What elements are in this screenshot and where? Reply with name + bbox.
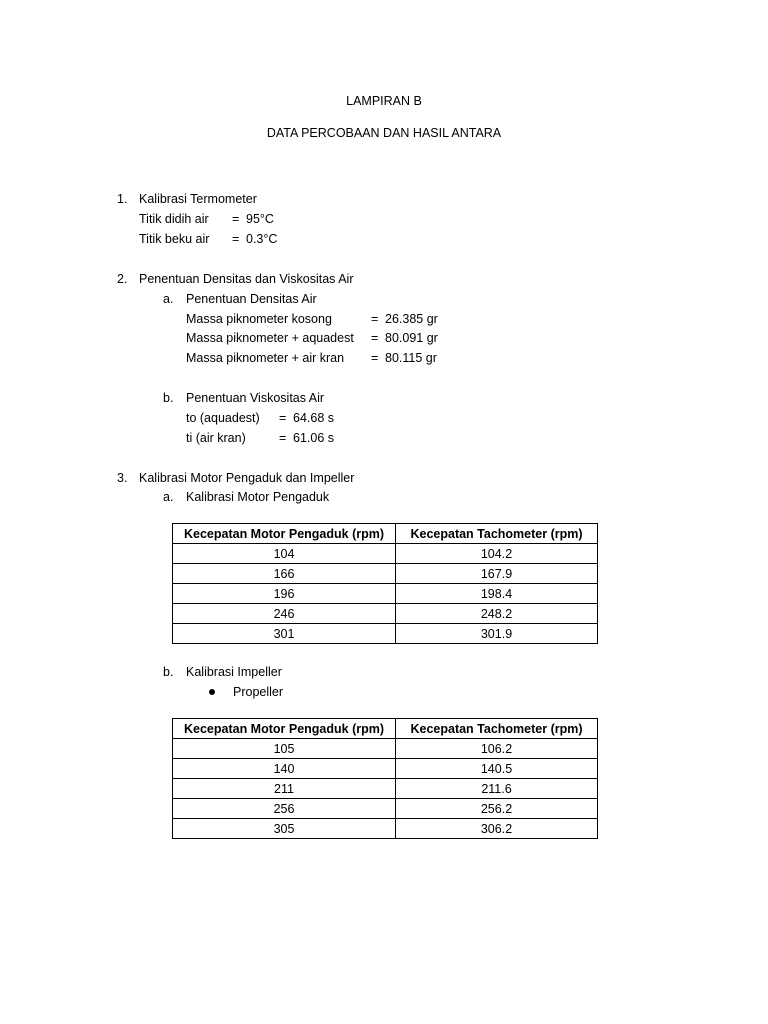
page-title: LAMPIRAN B: [346, 94, 422, 108]
motor-calibration-table: [172, 523, 598, 644]
section-2b-heading: Penentuan Viskositas Air: [186, 391, 325, 405]
table-row: [173, 604, 598, 624]
tachometer-rpm-cell: 248.2: [396, 604, 598, 624]
section-3b-letter: b.: [163, 665, 174, 679]
bullet-icon: [209, 689, 215, 695]
table-row: [173, 739, 598, 759]
motor-rpm-cell: 305: [173, 819, 396, 839]
motor-rpm-cell: 104: [173, 544, 396, 564]
motor-rpm-cell: 246: [173, 604, 396, 624]
table-row: [173, 624, 598, 644]
column-header-motor: Kecepatan Motor Pengaduk (rpm): [173, 719, 396, 739]
mass-empty-equals: =: [371, 312, 379, 326]
motor-rpm-cell: 105: [173, 739, 396, 759]
table-row: [173, 564, 598, 584]
motor-rpm-cell: 140: [173, 759, 396, 779]
section-3-heading: Kalibrasi Motor Pengaduk dan Impeller: [139, 471, 355, 485]
section-1-number: 1.: [117, 192, 128, 206]
time-aquadest-label: to (aquadest): [186, 411, 260, 425]
column-header-motor: Kecepatan Motor Pengaduk (rpm): [173, 524, 396, 544]
mass-airkran-equals: =: [371, 351, 379, 365]
tachometer-rpm-cell: 198.4: [396, 584, 598, 604]
tachometer-rpm-cell: 211.6: [396, 779, 598, 799]
table-row: [173, 779, 598, 799]
tachometer-rpm-cell: 301.9: [396, 624, 598, 644]
mass-aquadest-label: Massa piknometer + aquadest: [186, 331, 354, 345]
table-row: [173, 799, 598, 819]
tachometer-rpm-cell: 104.2: [396, 544, 598, 564]
tachometer-rpm-cell: 256.2: [396, 799, 598, 819]
propeller-label: Propeller: [233, 685, 284, 699]
impeller-calibration-table: [172, 718, 598, 839]
section-2-number: 2.: [117, 272, 128, 286]
section-3a-letter: a.: [163, 490, 174, 504]
motor-rpm-cell: 211: [173, 779, 396, 799]
freezing-point-equals: =: [232, 232, 240, 246]
table-header-row: [173, 719, 598, 739]
mass-airkran-value: 80.115 gr: [385, 351, 437, 365]
column-header-tachometer: Kecepatan Tachometer (rpm): [396, 719, 598, 739]
mass-empty-value: 26.385 gr: [385, 312, 438, 326]
time-aquadest-value: 64.68 s: [293, 411, 335, 425]
time-airkran-value: 61.06 s: [293, 431, 335, 445]
section-2-heading: Penentuan Densitas dan Viskositas Air: [139, 272, 354, 286]
section-3a-heading: Kalibrasi Motor Pengaduk: [186, 490, 330, 504]
mass-empty-label: Massa piknometer kosong: [186, 312, 332, 326]
table-row: [173, 759, 598, 779]
time-aquadest-equals: =: [279, 411, 287, 425]
boiling-point-equals: =: [232, 212, 240, 226]
page-subtitle: DATA PERCOBAAN DAN HASIL ANTARA: [266, 126, 502, 140]
section-2a-letter: a.: [163, 292, 174, 306]
time-airkran-label: ti (air kran): [186, 431, 246, 445]
section-3b-heading: Kalibrasi Impeller: [186, 665, 282, 679]
tachometer-rpm-cell: 106.2: [396, 739, 598, 759]
freezing-point-label: Titik beku air: [139, 232, 210, 246]
column-header-tachometer: Kecepatan Tachometer (rpm): [396, 524, 598, 544]
table-row: [173, 544, 598, 564]
boiling-point-label: Titik didih air: [139, 212, 209, 226]
motor-rpm-cell: 301: [173, 624, 396, 644]
freezing-point-value: 0.3°C: [246, 232, 278, 246]
motor-rpm-cell: 196: [173, 584, 396, 604]
table-row: [173, 819, 598, 839]
tachometer-rpm-cell: 167.9: [396, 564, 598, 584]
tachometer-rpm-cell: 140.5: [396, 759, 598, 779]
section-3-number: 3.: [117, 471, 128, 485]
table-row: [173, 584, 598, 604]
tachometer-rpm-cell: 306.2: [396, 819, 598, 839]
motor-rpm-cell: 166: [173, 564, 396, 584]
motor-rpm-cell: 256: [173, 799, 396, 819]
mass-aquadest-equals: =: [371, 331, 379, 345]
table-header-row: [173, 524, 598, 544]
mass-airkran-label: Massa piknometer + air kran: [186, 351, 345, 365]
section-2b-letter: b.: [163, 391, 174, 405]
boiling-point-value: 95°C: [246, 212, 274, 226]
section-2a-heading: Penentuan Densitas Air: [186, 292, 317, 306]
time-airkran-equals: =: [279, 431, 287, 445]
mass-aquadest-value: 80.091 gr: [385, 331, 438, 345]
section-1-heading: Kalibrasi Termometer: [139, 192, 257, 206]
